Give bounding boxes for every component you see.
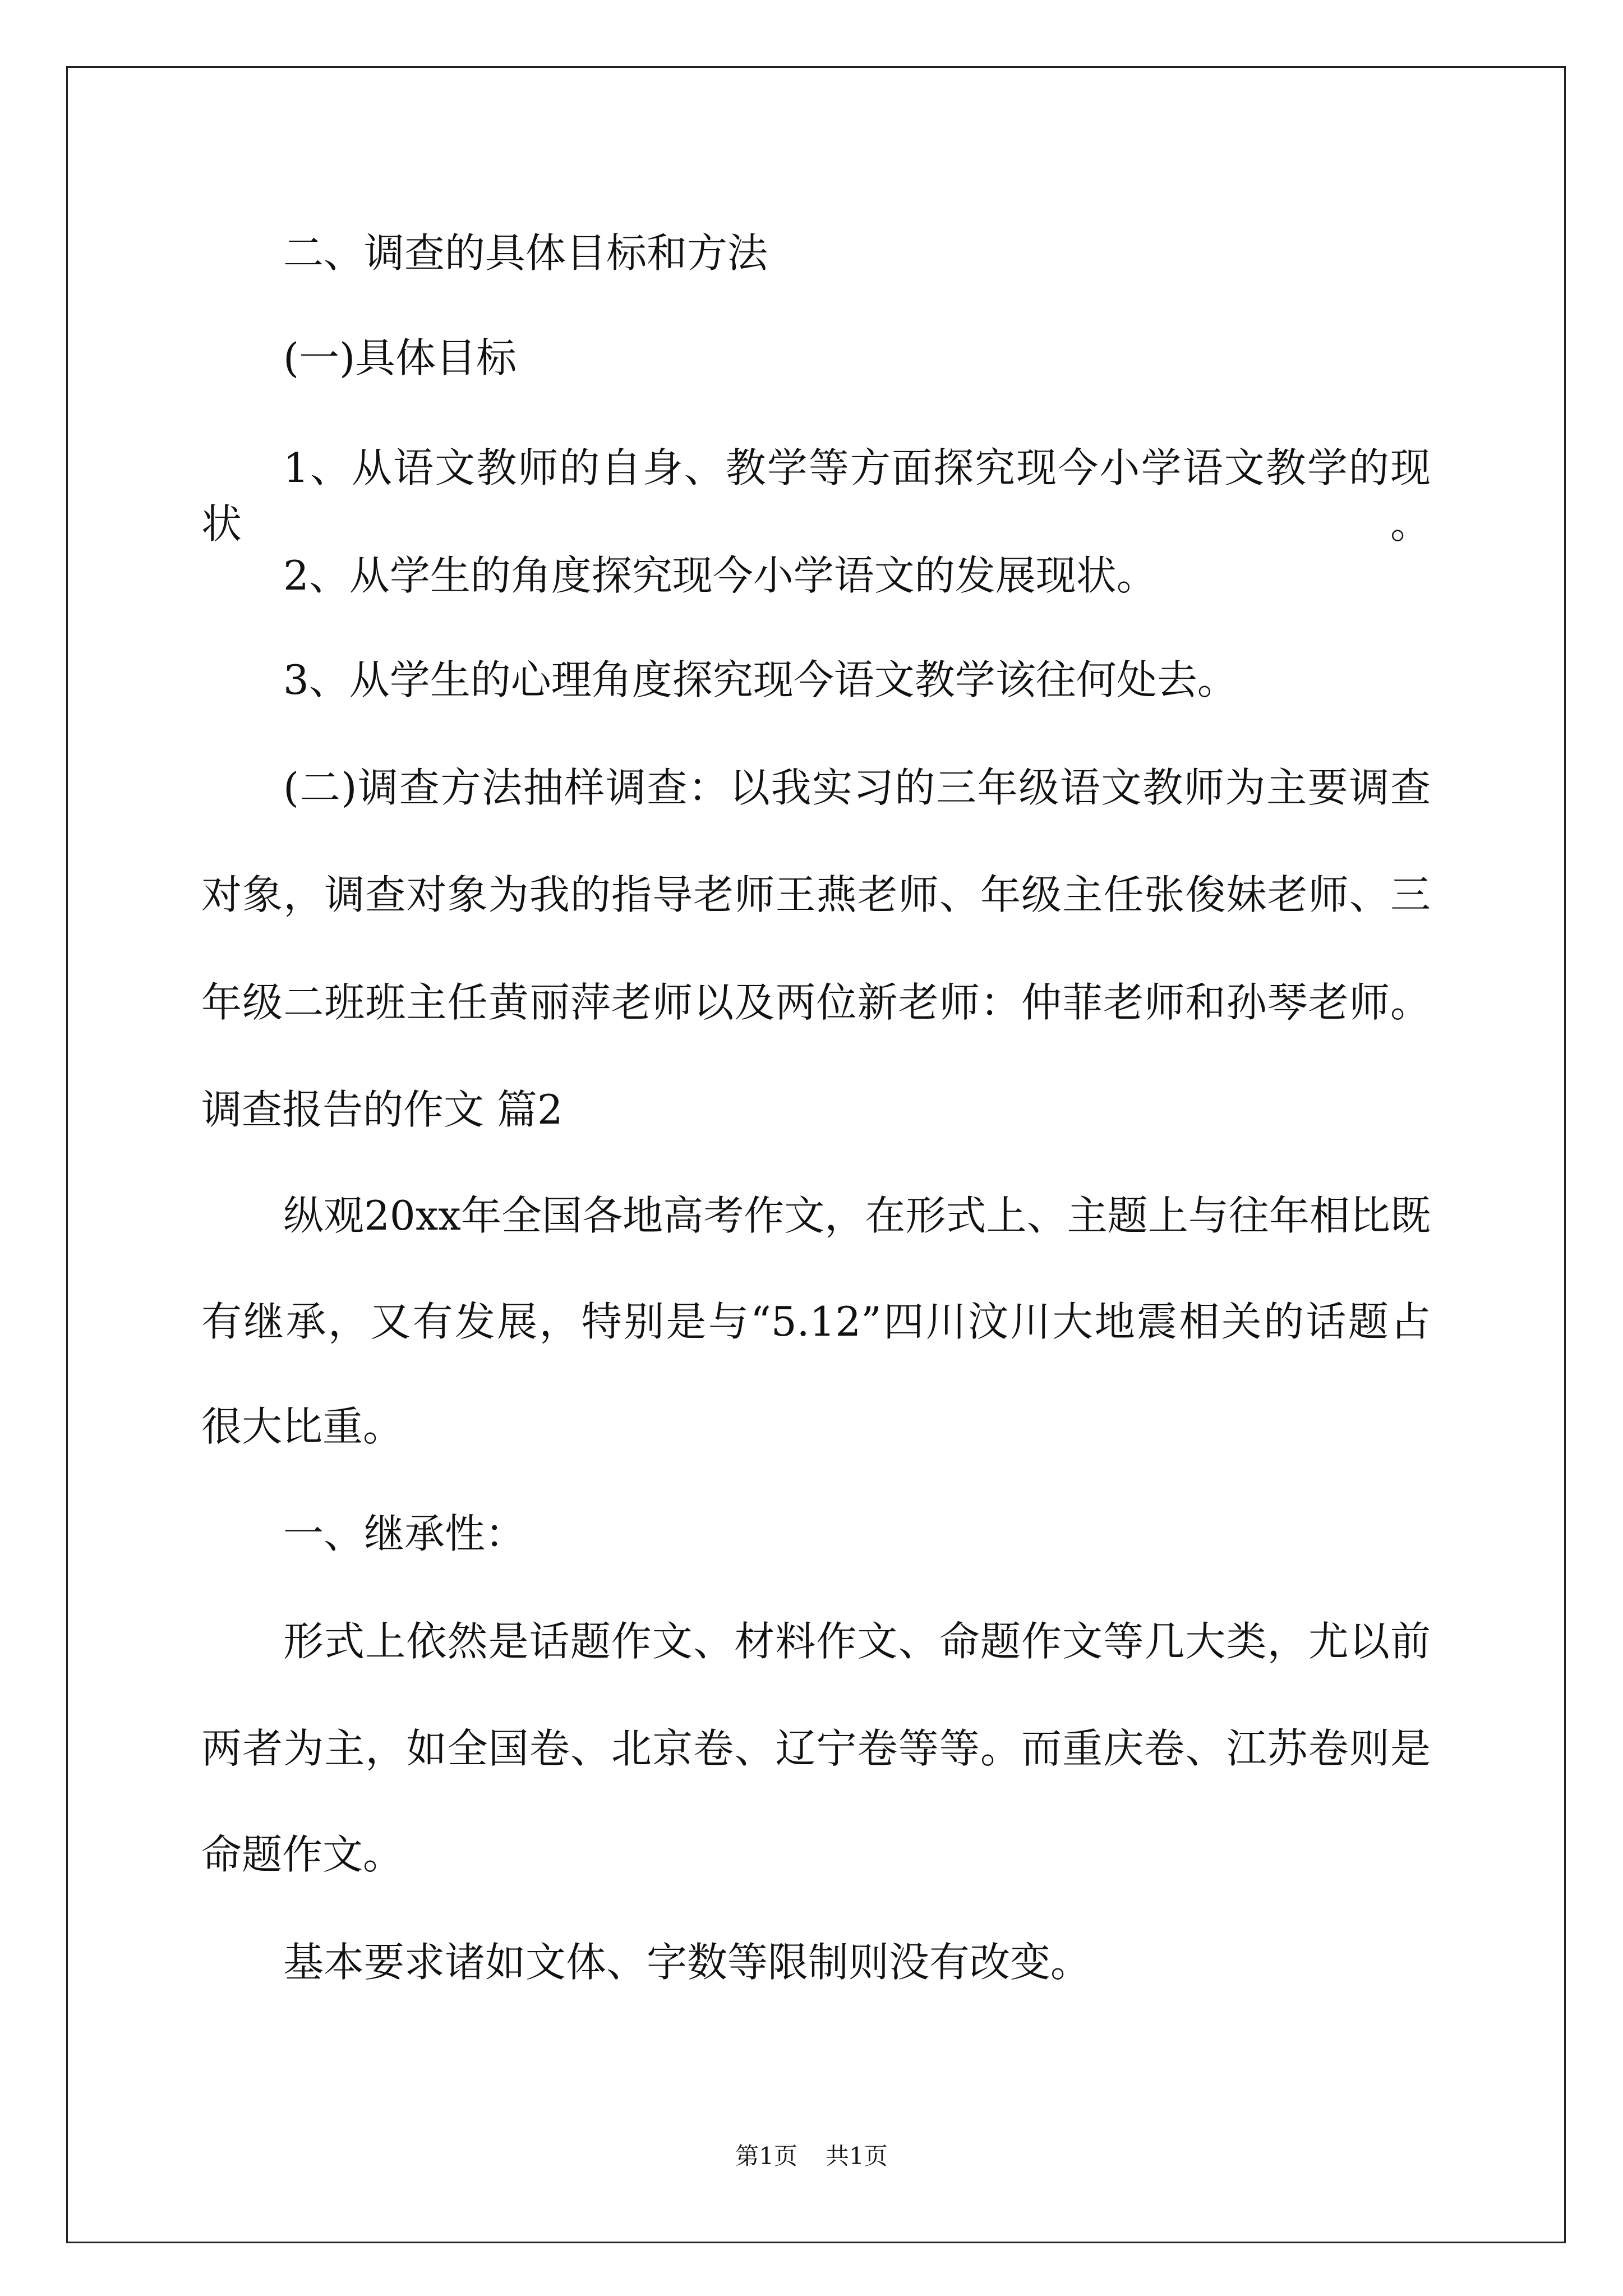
page-total: 共1页 bbox=[826, 2142, 888, 2170]
list-item: 1、从语文教师的自身、教学等方面探究现今小学语文教学的现状。 bbox=[201, 444, 1431, 547]
paragraph-line: 纵观20xx年全国各地高考作文，在形式上、主题上与往年相比既 bbox=[283, 1192, 1431, 1239]
paragraph-line: 基本要求诸如文体、字数等限制则没有改变。 bbox=[283, 1939, 1091, 1986]
article-title: 调查报告的作文 篇2 bbox=[201, 1086, 563, 1133]
paragraph-line: 对象，调查对象为我的指导老师王燕老师、年级主任张俊妹老师、三 bbox=[201, 871, 1431, 918]
paragraph-line: 两者为主，如全国卷、北京卷、辽宁卷等等。而重庆卷、江苏卷则是 bbox=[201, 1725, 1431, 1772]
paragraph-line: (二)调查方法抽样调查：以我实习的三年级语文教师为主要调查 bbox=[283, 764, 1431, 811]
subsection-heading: (一)具体目标 bbox=[283, 334, 517, 381]
paragraph-line: 年级二班班主任黄丽萍老师以及两位新老师：仲菲老师和孙琴老师。 bbox=[201, 979, 1431, 1026]
paragraph-line: 形式上依然是话题作文、材料作文、命题作文等几大类，尤以前 bbox=[283, 1618, 1431, 1665]
list-item: 2、从学生的角度探究现今小学语文的发展现状。 bbox=[283, 552, 1157, 599]
page-border bbox=[66, 66, 1566, 2243]
section-heading: 二、调查的具体目标和方法 bbox=[283, 229, 768, 277]
paragraph-line: 很大比重。 bbox=[201, 1403, 404, 1450]
list-item: 3、从学生的心理角度探究现今语文教学该往何处去。 bbox=[283, 656, 1238, 703]
paragraph-line: 命题作文。 bbox=[201, 1831, 404, 1878]
paragraph-line: 有继承，又有发展，特别是与“5.12”四川汶川大地震相关的话题占 bbox=[201, 1298, 1431, 1345]
page-number: 第1页 bbox=[735, 2142, 797, 2170]
page-footer bbox=[0, 2142, 1623, 2171]
section-heading: 一、继承性： bbox=[283, 1510, 526, 1557]
